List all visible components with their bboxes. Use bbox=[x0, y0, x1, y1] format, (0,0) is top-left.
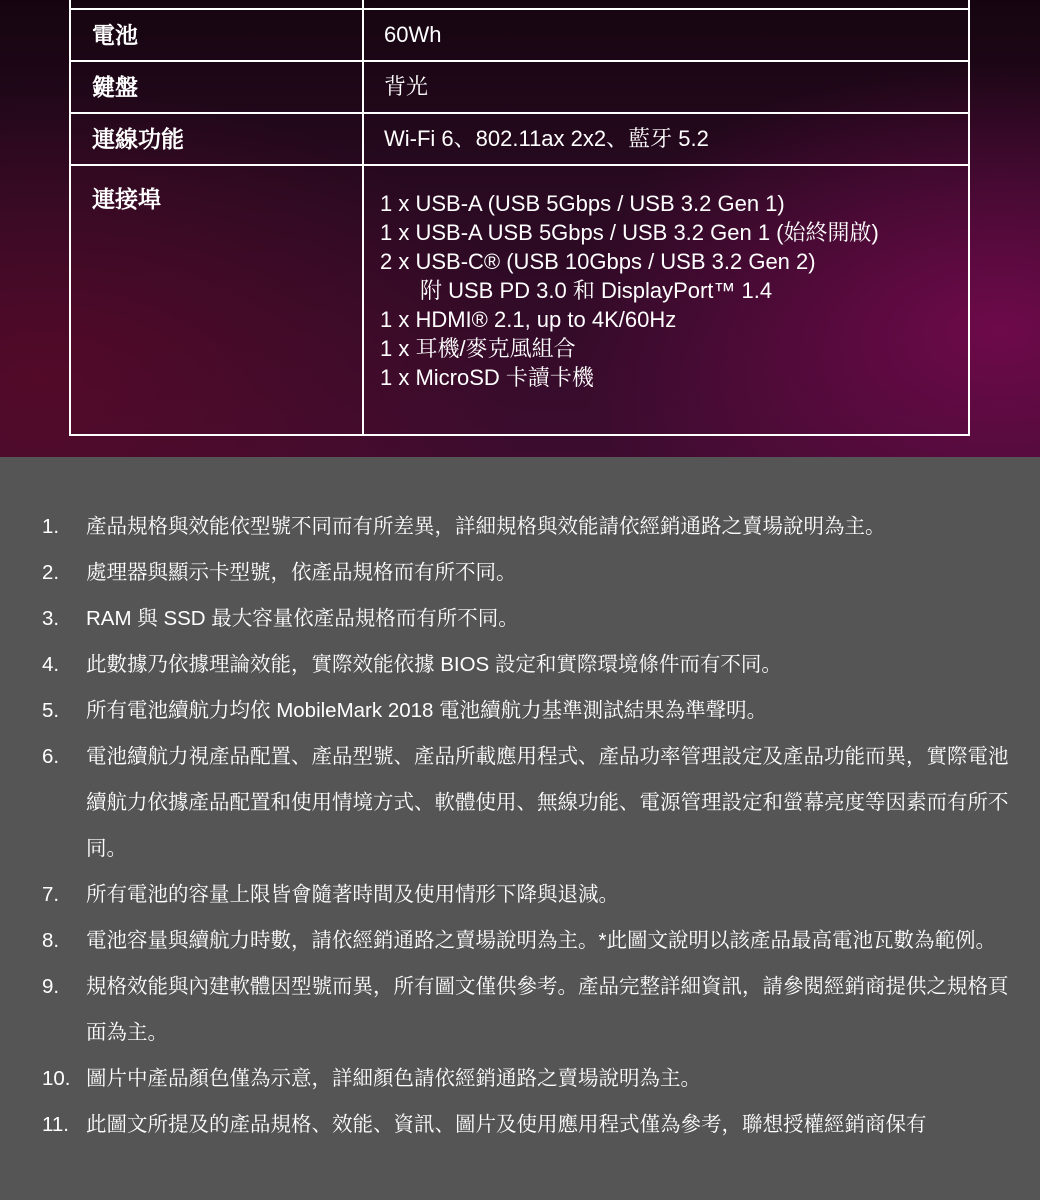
note-text: 此數據乃依據理論效能，實際效能依據 BIOS 設定和實際環境條件而有不同。 bbox=[86, 653, 782, 676]
spec-value: 背光 bbox=[363, 61, 969, 113]
port-item-subnote: 附 USB PD 3.0 和 DisplayPort™ 1.4 bbox=[420, 278, 773, 303]
note-number: 3. bbox=[42, 607, 60, 630]
port-item: 2 x USB-C® (USB 10Gbps / USB 3.2 Gen 2) bbox=[380, 249, 816, 274]
spec-table bbox=[69, 0, 970, 436]
note-item bbox=[0, 872, 1040, 918]
port-item: 1 x USB-A (USB 5Gbps / USB 3.2 Gen 1) bbox=[380, 191, 785, 216]
note-number: 11. bbox=[42, 1113, 69, 1136]
spec-section bbox=[0, 0, 1040, 457]
spec-row-battery bbox=[70, 9, 969, 61]
note-item bbox=[0, 964, 1040, 1056]
note-text: 所有電池續航力均依 MobileMark 2018 電池續航力基準測試結果為準聲明。 bbox=[86, 699, 768, 722]
spec-value: 60Wh bbox=[363, 9, 969, 61]
note-text: 電池續航力視產品配置、產品型號、產品所載應用程式、產品功率管理設定及產品功能而異，實際電池續航力依據產品配置和使用情境方式、軟體使用、無線功能、電源管理設定和螢幕亮度等因素而有所不同。 bbox=[86, 745, 1009, 860]
note-item bbox=[0, 918, 1040, 964]
note-text: 產品規格與效能依型號不同而有所差異，詳細規格與效能請依經銷通路之賣場說明為主。 bbox=[86, 515, 886, 538]
spec-value: Wi-Fi 6、802.11ax 2x2、藍牙 5.2 bbox=[363, 113, 969, 165]
port-item: 1 x 耳機/麥克風組合 bbox=[380, 336, 576, 361]
spec-row-keyboard bbox=[70, 61, 969, 113]
note-item bbox=[0, 596, 1040, 642]
note-text: RAM 與 SSD 最大容量依產品規格而有所不同。 bbox=[86, 607, 519, 630]
spec-label: 鍵盤 bbox=[70, 61, 363, 113]
spec-label: 電池 bbox=[70, 9, 363, 61]
note-number: 7. bbox=[42, 883, 60, 906]
disclaimer-notes bbox=[0, 504, 1040, 1148]
note-item bbox=[0, 1056, 1040, 1102]
note-number: 5. bbox=[42, 699, 60, 722]
ports-list bbox=[363, 165, 969, 435]
note-number: 1. bbox=[42, 515, 60, 538]
note-number: 9. bbox=[42, 975, 60, 998]
spec-label: 連接埠 bbox=[70, 165, 363, 435]
port-item: 1 x USB-A USB 5Gbps / USB 3.2 Gen 1 (始終開啟) bbox=[380, 220, 879, 245]
note-item bbox=[0, 688, 1040, 734]
port-item: 1 x HDMI® 2.1, up to 4K/60Hz bbox=[380, 307, 677, 332]
note-text: 處理器與顯示卡型號，依產品規格而有所不同。 bbox=[86, 561, 517, 584]
note-item bbox=[0, 550, 1040, 596]
spec-row-cut bbox=[70, 0, 969, 9]
note-item bbox=[0, 1102, 1040, 1148]
note-item bbox=[0, 642, 1040, 688]
spec-row-connectivity bbox=[70, 113, 969, 165]
port-item: 1 x MicroSD 卡讀卡機 bbox=[380, 365, 594, 390]
note-number: 2. bbox=[42, 561, 60, 584]
note-text: 此圖文所提及的產品規格、效能、資訊、圖片及使用應用程式僅為參考，聯想授權經銷商保有 bbox=[86, 1113, 927, 1136]
note-number: 10. bbox=[42, 1067, 71, 1090]
note-text: 所有電池的容量上限皆會隨著時間及使用情形下降與退減。 bbox=[86, 883, 619, 906]
spec-row-ports bbox=[70, 165, 969, 435]
spec-label: 連線功能 bbox=[70, 113, 363, 165]
note-text: 規格效能與內建軟體因型號而異，所有圖文僅供參考。產品完整詳細資訊，請參閱經銷商提供之規格頁面為主。 bbox=[86, 975, 1009, 1044]
note-number: 6. bbox=[42, 745, 60, 768]
note-item bbox=[0, 504, 1040, 550]
note-number: 8. bbox=[42, 929, 60, 952]
note-item bbox=[0, 734, 1040, 872]
note-number: 4. bbox=[42, 653, 60, 676]
note-text: 電池容量與續航力時數，請依經銷通路之賣場說明為主。*此圖文說明以該產品最高電池瓦數為範例。 bbox=[86, 929, 996, 952]
note-text: 圖片中產品顏色僅為示意，詳細顏色請依經銷通路之賣場說明為主。 bbox=[86, 1067, 701, 1090]
